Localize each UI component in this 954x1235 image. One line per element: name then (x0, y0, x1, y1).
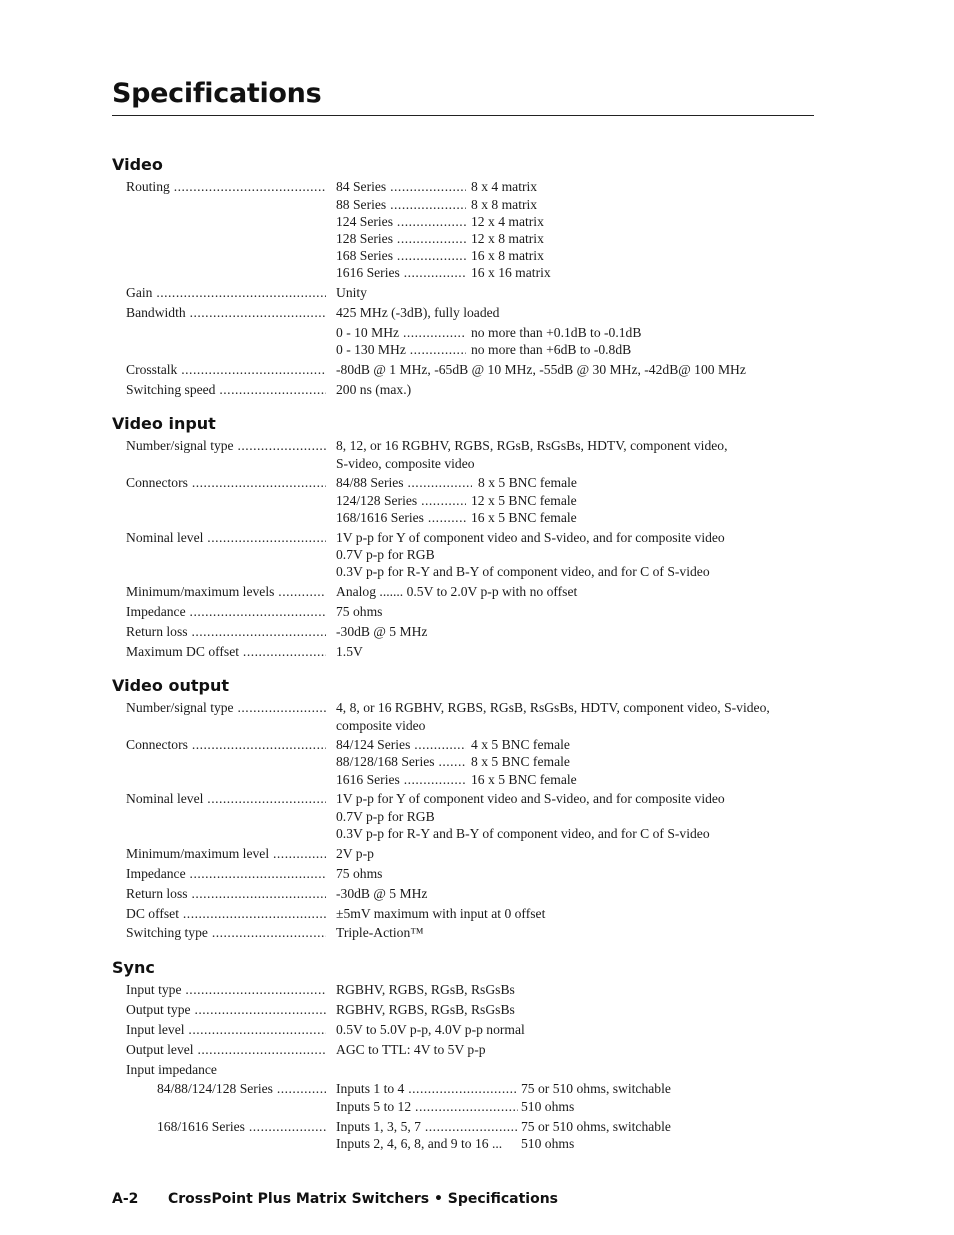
spec-value-nominal-level: 0.7V p-p for RGB (336, 547, 435, 562)
flatness-value: no more than +0.1dB to -0.1dB (471, 325, 642, 340)
spec-value-switching-type: Triple-Action™ (336, 925, 424, 940)
spec-label-output-level: Output level ..... (126, 1041, 326, 1058)
connector-series: 88/128/168 Series ..... (336, 753, 466, 770)
spec-label-signal-type: Number/signal type ..... (126, 699, 326, 716)
spec-value-signal-type-cont: S-video, composite video (336, 456, 475, 471)
connector-series: 1616 Series ..... (336, 771, 466, 788)
routing-series: 124 Series ..... (336, 213, 466, 230)
routing-matrix: 16 x 16 matrix (471, 265, 551, 280)
spec-value-impedance: 75 ohms (336, 604, 383, 619)
spec-label-crosstalk: Crosstalk ..... (126, 361, 326, 378)
routing-series: 84 Series ..... (336, 178, 466, 195)
routing-series: 168 Series ..... (336, 247, 466, 264)
spec-label-min-max-level: Minimum/maximum level ..... (126, 845, 326, 862)
connector-series: 168/1616 Series ..... (336, 509, 466, 526)
spec-value-nominal-level: 0.3V p-p for R-Y and B-Y of component video, and for C of S-video (336, 564, 710, 579)
routing-matrix: 12 x 4 matrix (471, 214, 544, 229)
spec-label-return-loss: Return loss ..... (126, 623, 326, 640)
spec-value-switching-speed: 200 ns (max.) (336, 382, 412, 397)
spec-value-impedance: 75 ohms (336, 866, 383, 881)
spec-label-nominal-level: Nominal level ..... (126, 529, 326, 546)
spec-label-input-impedance: Input impedance (126, 1062, 217, 1077)
spec-value-input-level: 0.5V to 5.0V p-p, 4.0V p-p normal (336, 1022, 525, 1037)
spec-value-dc-offset: 1.5V (336, 644, 363, 659)
spec-label-return-loss: Return loss ..... (126, 885, 326, 902)
spec-value-dc-offset: ±5mV maximum with input at 0 offset (336, 906, 546, 921)
spec-value-crosstalk: -80dB @ 1 MHz, -65dB @ 10 MHz, -55dB @ 30 MHz, -42dB@ 100 MHz (336, 362, 746, 377)
spec-label-dc-offset: DC offset ..... (126, 905, 326, 922)
routing-series: 88 Series ..... (336, 196, 466, 213)
spec-value-signal-type-cont: composite video (336, 718, 426, 733)
flatness-range: 0 - 10 MHz ..... (336, 324, 466, 341)
spec-value-nominal-level: 0.3V p-p for R-Y and B-Y of component video, and for C of S-video (336, 826, 710, 841)
spec-label-signal-type: Number/signal type ..... (126, 437, 326, 454)
spec-label-impedance: Impedance ..... (126, 865, 326, 882)
impedance-inputs: Inputs 2, 4, 6, 8, and 9 to 16 ... (336, 1136, 503, 1151)
spec-label-switching-speed: Switching speed ..... (126, 381, 326, 398)
routing-matrix: 8 x 4 matrix (471, 179, 538, 194)
spec-value-output-type: RGBHV, RGBS, RGsB, RsGsBs (336, 1002, 515, 1017)
spec-label-gain: Gain ..... (126, 284, 326, 301)
connector-series: 84/124 Series ..... (336, 736, 466, 753)
impedance-group-label: 84/88/124/128 Series ..... (157, 1080, 326, 1097)
spec-value-min-max-level: 2V p-p (336, 846, 374, 861)
spec-label-output-type: Output type ..... (126, 1001, 326, 1018)
page-title: Specifications (112, 78, 322, 109)
spec-value-signal-type: 4, 8, or 16 RGBHV, RGBS, RGsB, RsGsBs, HDTV, component video, S-video, (336, 700, 770, 715)
spec-label-bandwidth: Bandwidth ..... (126, 304, 326, 321)
connector-value: 12 x 5 BNC female (471, 493, 577, 508)
section-heading-video-output: Video output (112, 676, 229, 695)
connector-value: 16 x 5 BNC female (471, 772, 577, 787)
section-heading-video: Video (112, 155, 163, 174)
spec-value-return-loss: -30dB @ 5 MHz (336, 624, 428, 639)
spec-value-nominal-level: 1V p-p for Y of component video and S-video, and for composite video (336, 791, 725, 806)
routing-matrix: 16 x 8 matrix (471, 248, 544, 263)
section-heading-sync: Sync (112, 958, 155, 977)
connector-series: 124/128 Series ..... (336, 492, 466, 509)
connector-value: 4 x 5 BNC female (471, 737, 570, 752)
title-rule (112, 115, 814, 116)
spec-label-input-level: Input level ..... (126, 1021, 326, 1038)
spec-label-nominal-level: Nominal level ..... (126, 790, 326, 807)
spec-value-min-max-levels: Analog ....... 0.5V to 2.0V p-p with no offset (336, 584, 578, 599)
footer-title: CrossPoint Plus Matrix Switchers • Specifications (168, 1191, 559, 1207)
spec-label-routing: Routing ..... (126, 178, 326, 195)
spec-label-input-type: Input type ..... (126, 981, 326, 998)
spec-value-gain: Unity (336, 285, 367, 300)
spec-value-return-loss: -30dB @ 5 MHz (336, 886, 428, 901)
spec-label-connectors: Connectors ..... (126, 474, 326, 491)
spec-value-input-type: RGBHV, RGBS, RGsB, RsGsBs (336, 982, 515, 997)
flatness-value: no more than +6dB to -0.8dB (471, 342, 632, 357)
spec-value-signal-type: 8, 12, or 16 RGBHV, RGBS, RGsB, RsGsBs, HDTV, component video, (336, 438, 728, 453)
section-heading-video-input: Video input (112, 414, 216, 433)
spec-label-connectors: Connectors ..... (126, 736, 326, 753)
spec-label-min-max-levels: Minimum/maximum levels ..... (126, 583, 326, 600)
impedance-inputs: Inputs 5 to 12 ..... (336, 1098, 518, 1115)
routing-series: 1616 Series ..... (336, 264, 466, 281)
flatness-range: 0 - 130 MHz ..... (336, 341, 466, 358)
spec-label-dc-offset: Maximum DC offset ..... (126, 643, 326, 660)
spec-value-bandwidth: 425 MHz (-3dB), fully loaded (336, 305, 500, 320)
routing-matrix: 12 x 8 matrix (471, 231, 544, 246)
connector-series: 84/88 Series ..... (336, 474, 472, 491)
connector-value: 16 x 5 BNC female (471, 510, 577, 525)
spec-value-nominal-level: 1V p-p for Y of component video and S-video, and for composite video (336, 530, 725, 545)
impedance-inputs: Inputs 1 to 4 ..... (336, 1080, 518, 1097)
routing-matrix: 8 x 8 matrix (471, 197, 538, 212)
spec-value-output-level: AGC to TTL: 4V to 5V p-p (336, 1042, 486, 1057)
impedance-inputs: Inputs 1, 3, 5, 7 ..... (336, 1118, 518, 1135)
spec-label-switching-type: Switching type ..... (126, 924, 326, 941)
routing-series: 128 Series ..... (336, 230, 466, 247)
footer-page-number: A-2 (112, 1191, 139, 1207)
spec-label-impedance: Impedance ..... (126, 603, 326, 620)
impedance-value: 75 or 510 ohms, switchable (521, 1119, 671, 1134)
spec-value-nominal-level: 0.7V p-p for RGB (336, 809, 435, 824)
impedance-value: 75 or 510 ohms, switchable (521, 1081, 671, 1096)
connector-value: 8 x 5 BNC female (471, 754, 570, 769)
impedance-group-label: 168/1616 Series ..... (157, 1118, 326, 1135)
impedance-value: 510 ohms (521, 1099, 575, 1114)
connector-value: 8 x 5 BNC female (478, 475, 577, 490)
impedance-value: 510 ohms (521, 1136, 575, 1151)
